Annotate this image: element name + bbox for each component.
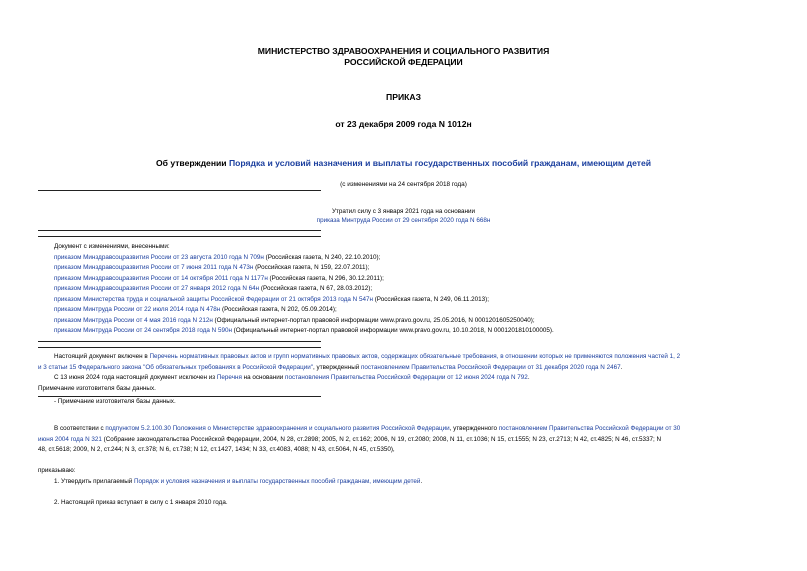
inclusion-note-line1: Настоящий документ включен в Перечень нормативных правовых актов и групп нормативных правовых актов, содержащих обязательные требования, в отношении которых не применяются положения частей 1, 2 xyxy=(54,353,681,360)
amendment-item: приказом Минтруда России от 4 мая 2016 года N 212н (Официальный интернет-портал правовой информации www.pravo.gov.ru, 25.05.2016, N 0001201605250040); xyxy=(54,316,535,324)
divider-line xyxy=(38,190,321,191)
invalid-note-link[interactable]: приказа Минтруда России от 29 сентября 2020 года N 668н xyxy=(316,217,491,224)
title-link[interactable]: Порядка и условий назначения и выплаты государственных пособий гражданам, имеющим детей xyxy=(228,158,652,168)
amendment-link[interactable]: приказом Министерства труда и социальной защиты Российской Федерации от 21 октября 2013 года N 547н xyxy=(54,295,373,303)
amendment-item: приказом Минздравсоцразвития России от 7 июня 2011 года N 473н (Российская газета, N 159, 22.07.2011); xyxy=(54,264,370,271)
inclusion-link[interactable]: Перечень нормативных правовых актов и групп нормативных правовых актов, содержащих обязательные требования, в отношении которых не применяются положения частей 1, 2 xyxy=(149,353,681,360)
resolution-2004-link[interactable]: постановлением Правительства Российской Федерации от 30 xyxy=(498,425,681,432)
federal-law-link[interactable]: и 3 статьи 15 Федерального закона "Об обязательных требованиях в Российской Федерации" xyxy=(38,363,314,371)
point-2: 2. Настоящий приказ вступает в силу с 1 января 2010 года. xyxy=(54,498,228,506)
order-word: приказываю: xyxy=(38,467,76,474)
amendment-item: приказом Минздравсоцразвития России от 23 августа 2010 года N 709н (Российская газета, N 240, 22.10.2010); xyxy=(54,253,381,261)
amendment-item: приказом Министерства труда и социальной защиты Российской Федерации от 21 октября 2013 года N 547н (Российская газета, N 249, 06.11.2013); xyxy=(54,295,489,303)
invalid-note-text: Утратил силу с 3 января 2021 года на основании xyxy=(331,208,476,215)
list-link[interactable]: Перечня xyxy=(216,374,242,381)
amendment-item: приказом Минздравсоцразвития России от 27 января 2012 года N 64н (Российская газета, N 67, 28.03.2012); xyxy=(54,285,373,292)
body-paragraph-line2: июня 2004 года N 321 (Собрание законодательства Российской Федерации, 2004, N 28, ст.2898; 2005, N 2, ст.162; 2006, N 19, ст.2080; 2008, N 11, ст.1036; N 15, ст.1555; N 23, ст.2713; N 42, ст.4825; N 46, ст.5337; N xyxy=(38,435,662,443)
database-maker-note: Примечание изготовителя базы данных. xyxy=(38,384,156,392)
amendment-item: приказом Минтруда России от 24 сентября 2018 года N 590н (Официальный интернет-портал правовой информации www.pravo.gov.ru, 10.10.2018, N 0001201810100005). xyxy=(54,327,554,334)
ministry-name-line1: МИНИСТЕРСТВО ЗДРАВООХРАНЕНИЯ И СОЦИАЛЬНОГО РАЗВИТИЯ xyxy=(257,46,550,56)
body-paragraph-line3: 48, ст.5618; 2009, N 2, ст.244; N 3, ст.378; N 6, ст.738; N 12, ст.1427, 1434; N 33, ст.4083, 4088; N 43, ст.5064, N 45, ст.5350), xyxy=(38,446,395,453)
government-resolution-link[interactable]: постановлением Правительства Российской Федерации от 31 декабря 2020 года N 2467 xyxy=(361,363,621,371)
amendment-item: приказом Минздравсоцразвития России от 14 октября 2011 года N 1177н (Российская газета, N 296, 30.12.2011); xyxy=(54,274,384,282)
ministry-name-line2: РОССИЙСКОЙ ФЕДЕРАЦИИ xyxy=(344,57,463,67)
amendments-heading: Документ с изменениями, внесенными: xyxy=(54,243,170,250)
regulation-link[interactable]: подпунктом 5.2.100.30 Положения о Министерстве здравоохранения и социального развития Российской Федерации xyxy=(105,425,450,432)
amendment-link[interactable]: приказом Минздравсоцразвития России от 7 июня 2011 года N 473н xyxy=(54,264,254,271)
inclusion-note-line2: и 3 статьи 15 Федерального закона "Об обязательных требованиях в Российской Федерации", утвержденный постановлением Правительства Российской Федерации от 31 декабря 2020 года N 2467. xyxy=(38,363,623,371)
document-date: от 23 декабря 2009 года N 1012н xyxy=(335,119,472,129)
amendment-link[interactable]: приказом Минздравсоцразвития России от 27 января 2012 года N 64н xyxy=(54,285,260,292)
divider-line xyxy=(38,230,321,231)
amendment-link[interactable]: приказом Минздравсоцразвития России от 14 октября 2011 года N 1177н xyxy=(54,274,268,282)
amendment-link[interactable]: приказом Минтруда России от 22 июля 2014 года N 478н xyxy=(54,306,221,313)
amendment-item: приказом Минтруда России от 22 июля 2014 года N 478н (Российская газета, N 202, 05.09.2014); xyxy=(54,306,337,313)
procedure-link[interactable]: Порядок и условия назначения и выплаты государственных пособий гражданам, имеющим детей xyxy=(134,477,421,485)
exclusion-note: С 13 июня 2024 года настоящий документ исключен из Перечня на основании постановления Правительства Российской Федерации от 12 июня 2024 года N 792. xyxy=(54,374,530,381)
amendment-link[interactable]: приказом Минздравсоцразвития России от 23 августа 2010 года N 709н xyxy=(54,253,264,261)
divider-line xyxy=(38,347,321,348)
amendment-link[interactable]: приказом Минтруда России от 24 сентября 2018 года N 590н xyxy=(54,327,232,334)
resolution-2004-link-cont[interactable]: июня 2004 года N 321 xyxy=(38,435,102,443)
point-1: 1. Утвердить прилагаемый Порядок и условия назначения и выплаты государственных пособий гражданам, имеющим детей. xyxy=(54,477,423,485)
document-title xyxy=(0,157,807,169)
divider-line xyxy=(38,236,321,237)
resolution-2024-link[interactable]: постановления Правительства Российской Федерации от 12 июня 2024 года N 792 xyxy=(285,374,528,381)
title-prefix: Об утверждении xyxy=(155,158,229,168)
divider-line xyxy=(38,341,321,342)
dash-note: - Примечание изготовителя базы данных. xyxy=(54,397,176,405)
body-paragraph-line1: В соответствии с подпунктом 5.2.100.30 Положения о Министерстве здравоохранения и социального развития Российской Федерации, утвержденного постановлением Правительства Российской Федерации от 30 xyxy=(54,425,681,432)
revision-note: (с изменениями на 24 сентября 2018 года) xyxy=(340,181,467,188)
amendment-link[interactable]: приказом Минтруда России от 4 мая 2016 года N 212н xyxy=(54,316,213,324)
document-type: ПРИКАЗ xyxy=(386,92,421,102)
